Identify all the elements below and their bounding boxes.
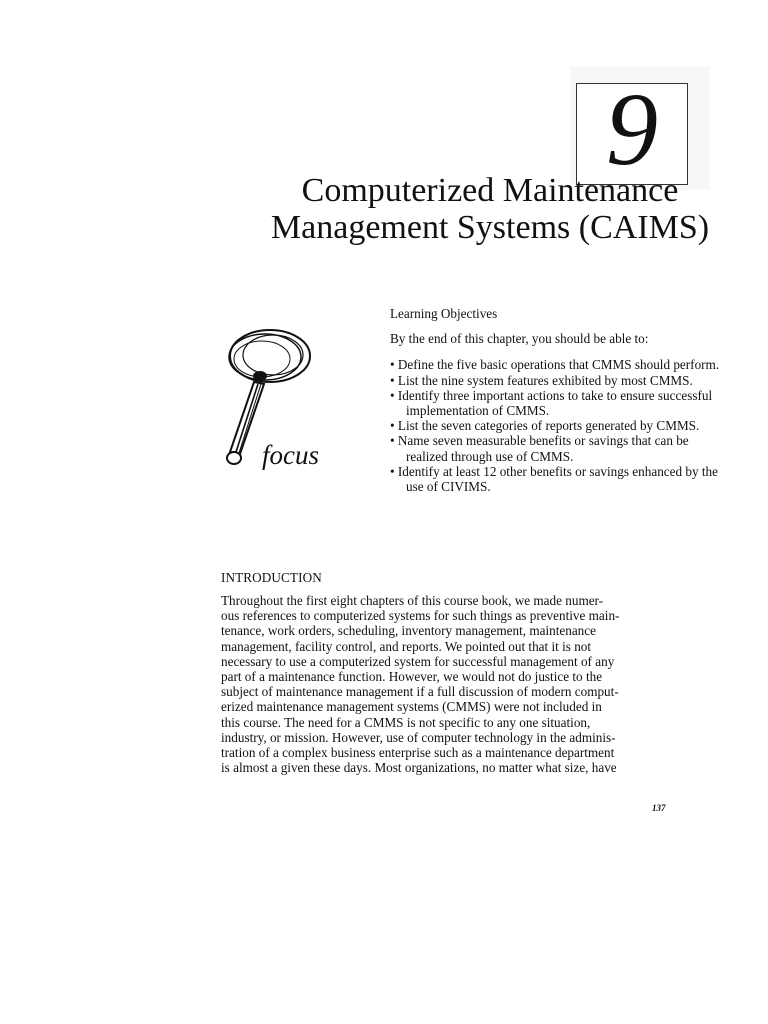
body-line: industry, or mission. However, use of computer technology in the adminis-: [221, 729, 616, 745]
body-line: tration of a complex business enterprise such as a maintenance department: [221, 745, 615, 761]
list-item: • Identify at least 12 other benefits or savings enhanced by the use of CIVIMS.: [390, 463, 718, 495]
list-item: • Name seven measurable benefits or savings that can be realized through use of CMMS.: [390, 433, 689, 464]
body-line: management, facility control, and reports. We pointed out that it is not: [221, 638, 592, 654]
body-line: this course. The need for a CMMS is not specific to any one situation,: [221, 714, 591, 730]
body-line: necessary to use a computerized system for successful management of any: [221, 653, 615, 669]
list-item: • List the nine system features exhibited by most CMMS.: [390, 372, 693, 388]
body-line: tenance, work orders, scheduling, inventory management, maintenance: [221, 623, 596, 639]
learning-objectives: [390, 306, 720, 494]
body-line: subject of maintenance management if a full discussion of modern comput-: [221, 684, 619, 700]
body-line: part of a maintenance function. However, we would not do justice to the: [221, 669, 603, 685]
magnifying-glass-icon: [218, 326, 328, 476]
chapter-number-box: [576, 72, 688, 187]
objectives-list: [390, 357, 720, 494]
list-item: • Define the five basic operations that CMMS should perform.: [390, 357, 720, 373]
focus-label: focus: [262, 440, 319, 470]
chapter-title-line: Computerized Maintenance: [301, 172, 679, 209]
body-line: ous references to computerized systems for such things as preventive main-: [221, 608, 620, 624]
body-line: Throughout the first eight chapters of this course book, we made numer-: [221, 593, 604, 608]
body-line: erized maintenance management systems (CMMS) were not included in: [221, 699, 602, 715]
list-item: • List the seven categories of reports generated by CMMS.: [390, 418, 700, 434]
introduction-heading: INTRODUCTION: [221, 570, 322, 585]
chapter-number: 9: [606, 72, 658, 187]
list-item: • Identify three important actions to take to ensure successful implementation of CMMS.: [390, 387, 713, 419]
objectives-intro: By the end of this chapter, you should be able to:: [390, 331, 649, 347]
introduction-body: [221, 593, 681, 775]
objectives-heading: Learning Objectives: [390, 306, 498, 321]
chapter-title: [240, 172, 740, 246]
body-line: is almost a given these days. Most organizations, no matter what size, have: [221, 760, 617, 776]
chapter-title-line: Management Systems (CAIMS): [270, 209, 710, 246]
page-number: 137: [652, 803, 666, 813]
